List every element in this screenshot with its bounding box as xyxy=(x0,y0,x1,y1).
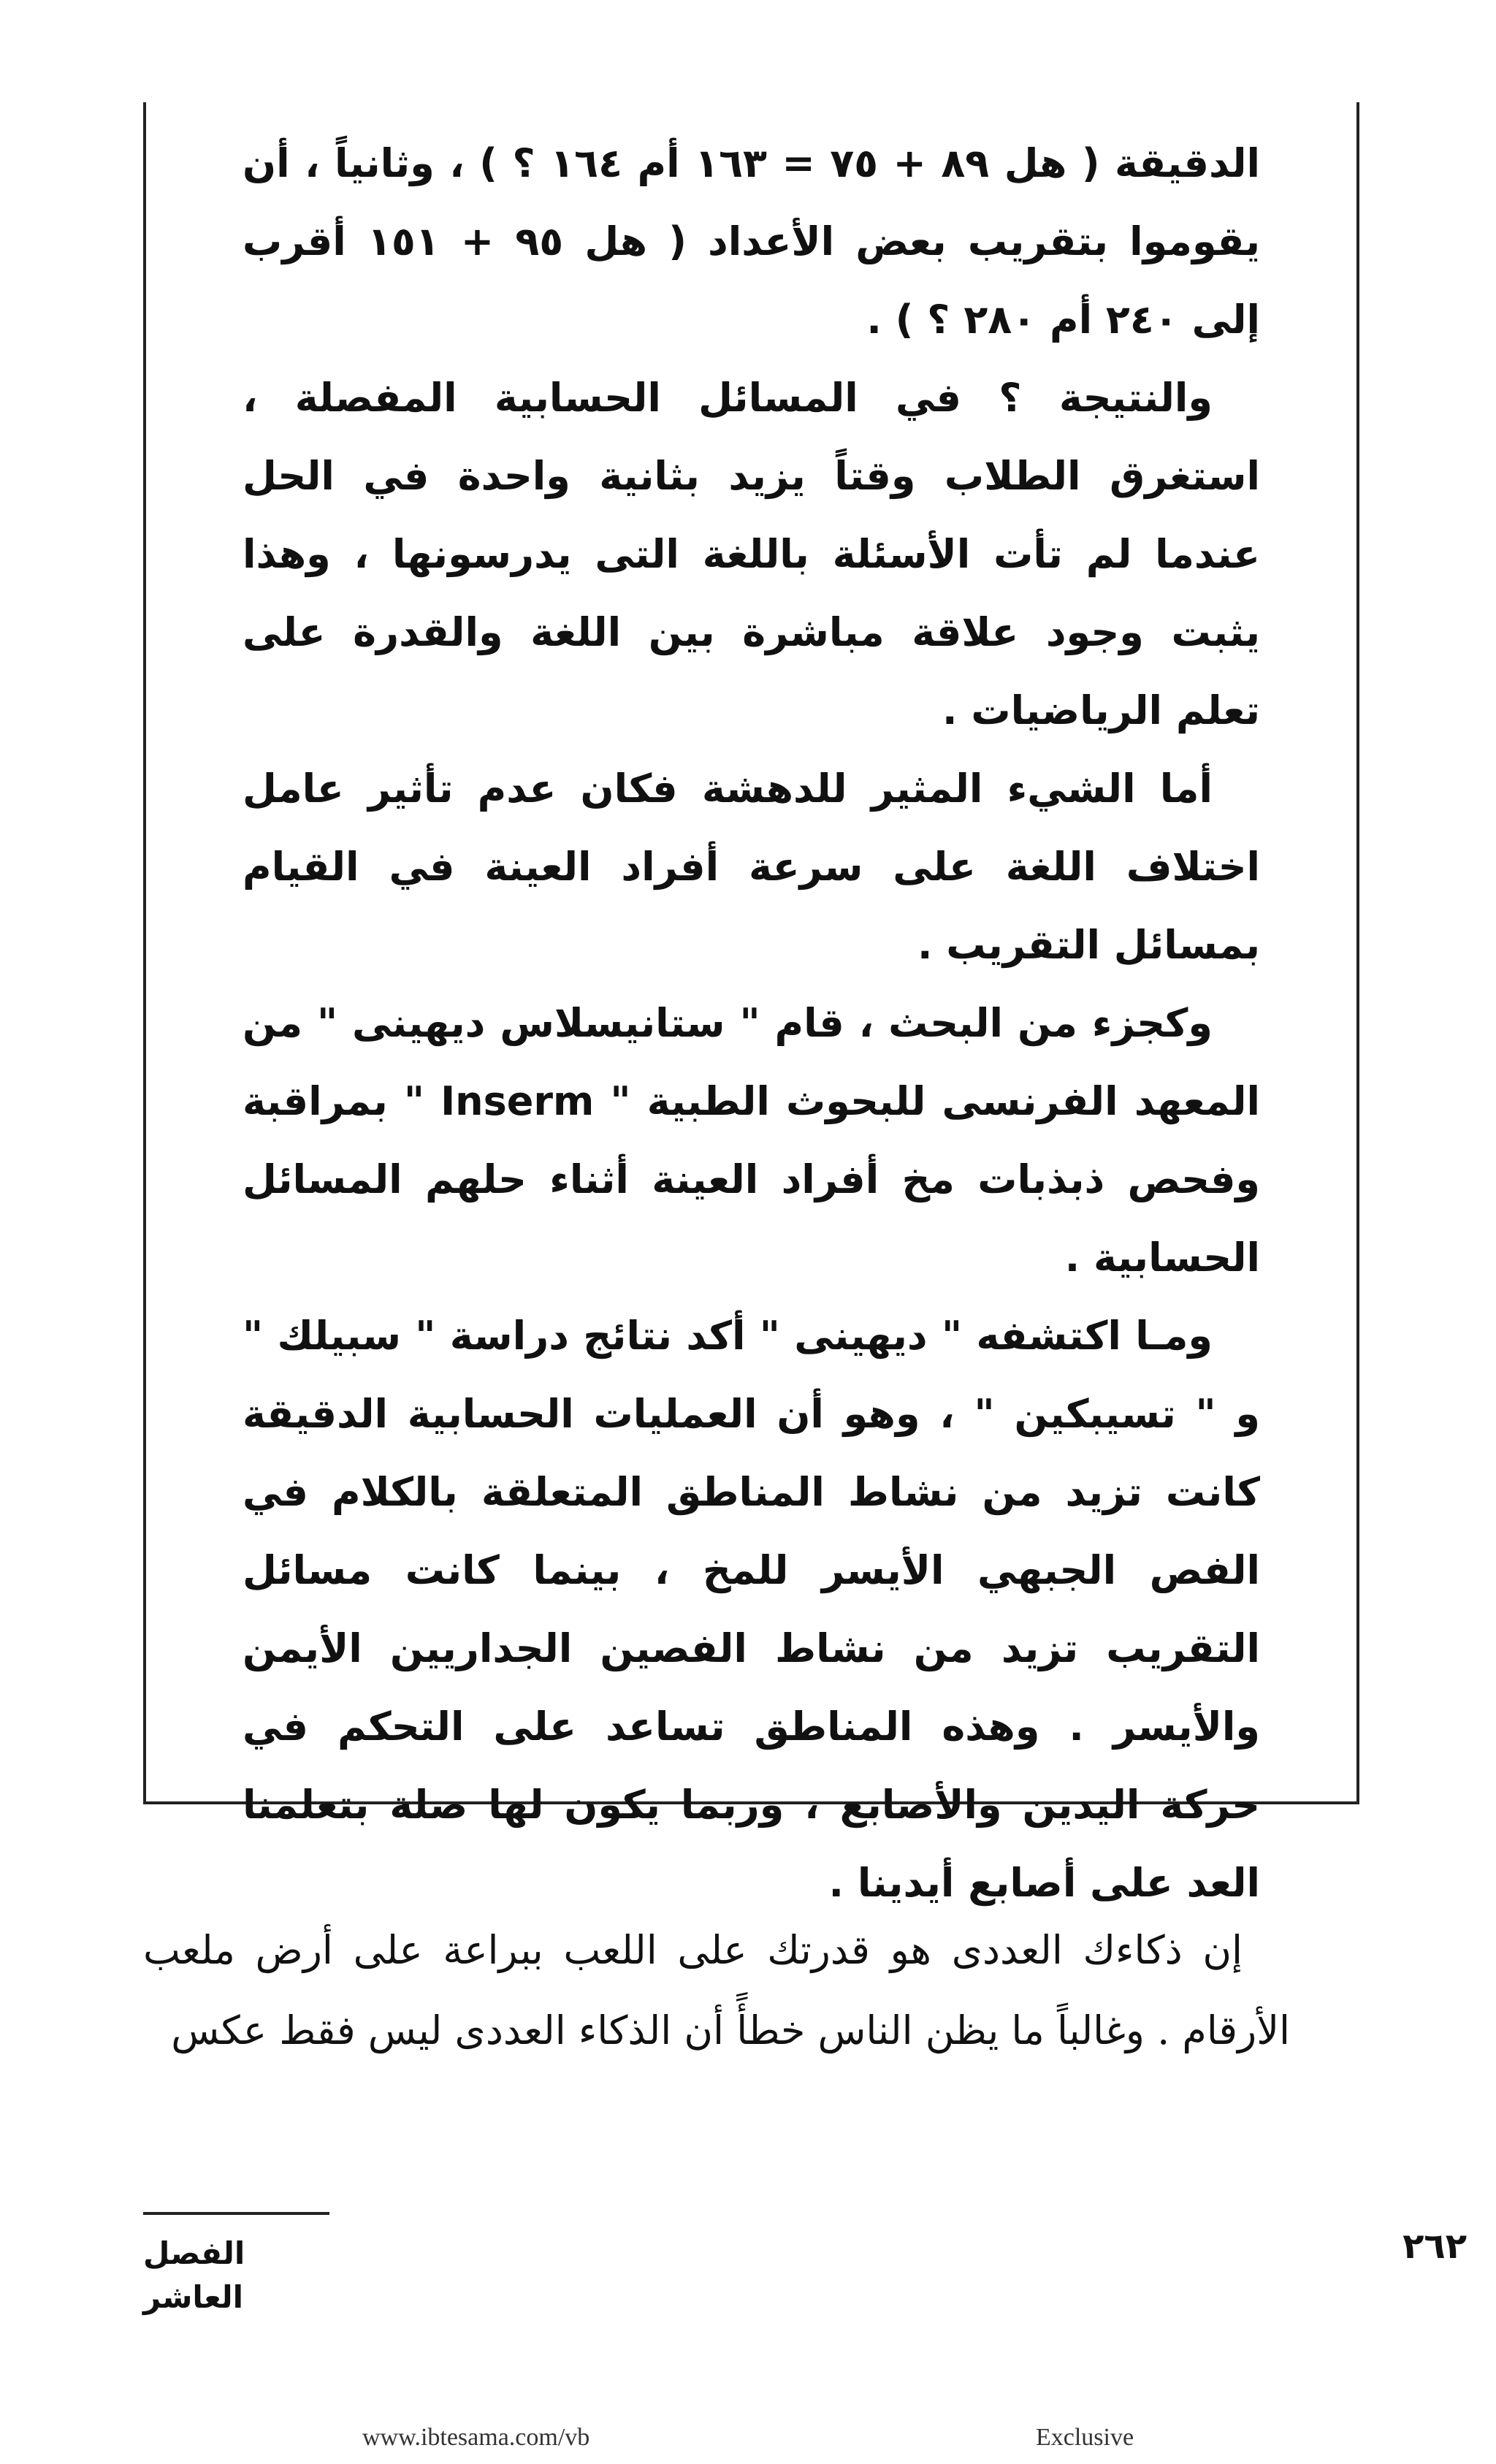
box-paragraph-2: والنتيجة ؟ في المسائل الحسابية المفصلة ، استغرق الطلاب وقتاً يزيد بثانية واحدة في الحل عندما لم تأت الأسئلة باللغة التى يدرسونها ، وهذا يثبت وجود علاقة مباشرة بين اللغة والقدرة على تعلم الرياضيات . xyxy=(243,375,1260,733)
box-paragraph-3: أما الشيء المثير للدهشة فكان عدم تأثير عامل اختلاف اللغة على سرعة أفراد العينة في القيام بمسائل التقريب . xyxy=(243,766,1260,968)
sidebar-box xyxy=(143,102,1359,1906)
box-paragraph-4: وكجزء من البحث ، قام " ستانيسلاس ديهينى " من المعهد الفرنسى للبحوث الطبية " Inserm " بمراقبة وفحص ذبذبات مخ أفراد العينة أثناء حلهم المسائل الحسابية . xyxy=(243,1000,1261,1281)
body-paragraph: إن ذكاءك العددى هو قدرتك على اللعب ببراعة على أرض ملعب الأرقام . وغالباً ما يظن الناس خطأً أن الذكاء العددى ليس فقط عكس xyxy=(143,1927,1290,2053)
watermark-url: www.ibtesama.com/vb xyxy=(362,2424,590,2451)
sidebar-box-text xyxy=(243,124,1260,1922)
page-number: ٢٦٢ xyxy=(1402,2226,1467,2267)
footer-divider xyxy=(143,2212,329,2215)
chapter-title: الفصل العاشر xyxy=(143,2235,245,2315)
main-body-text xyxy=(143,1910,1290,2071)
box-paragraph-5: ومـا اكتشفه " ديهينى " أكد نتائج دراسة " سبيلك " و " تسيبكين " ، وهو أن العمليات الحسابية الدقيقة كانت تزيد من نشاط المناطق المتعلقة بالكلام في الفص الجبهي الأيسر للمخ ، بينما كانت مسائل التقريب تزيد من نشاط الفصين الجداريين الأيمن والأيسر . وهذه المناطق تساعد على التحكم في حركة اليدين والأصابع ، وربما يكون لها صلة بتعلمنا العد على أصابع أيدينا . xyxy=(243,1313,1260,1906)
box-paragraph-1: الدقيقة ( هل ٨٩ + ٧٥ = ١٦٣ أم ١٦٤ ؟ ) ، وثانياً ، أن يقوموا بتقريب بعض الأعداد ( هل ٩٥ + ١٥١ أقرب إلى ٢٤٠ أم ٢٨٠ ؟ ) . xyxy=(243,140,1260,343)
watermark-label: Exclusive xyxy=(1036,2424,1134,2451)
